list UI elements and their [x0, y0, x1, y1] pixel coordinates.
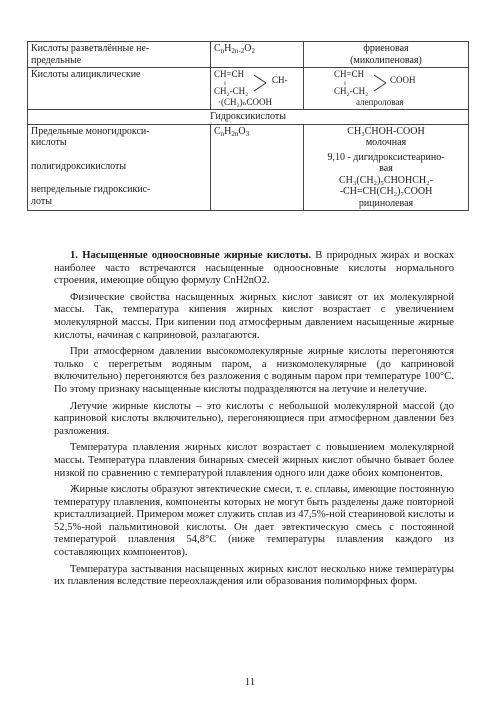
example-name: молочная	[365, 137, 407, 148]
struct-bond: ı	[344, 79, 346, 87]
paragraph: Физические свойства насыщенных жирных кислот зависят от их молекулярной массы. Так, температура кипения жирных кислот возрастает с увеличением молекулярной массы. При кипении под атмосферным давлением насыщенные жирные кислоты, начиная с каприновой, разлагаются.	[54, 291, 454, 341]
section-header: Гидроксикислоты	[28, 110, 469, 125]
paragraph: При атмосферном давлении высокомолекулярные жирные кислоты перегоняются только с перегретым водяным паром, а низкомолекулярные (до каприновой включительно) перегоняются без разложения с водяным паром при температуре 100°С. По этому признаку насыщенные кислоты подразделяются на летучие и нелетучие.	[54, 346, 454, 395]
struct-ch: CH-	[272, 75, 288, 85]
paragraph-text: В природных жирах и восках наиболее часто встречаются насыщенные одноосновные кислоты нормального строения, имеющие общую формулу CnH2nO2.	[54, 250, 454, 287]
alicyclic-structure-left	[211, 68, 304, 110]
body-text	[54, 250, 454, 593]
hydroxy-name: непредельные гидроксикис- лоты	[31, 184, 151, 207]
section-heading: 1. Насыщенные одноосновные жирные кислоты.	[70, 250, 311, 261]
struct-line: ·(CH₂)ₙCOOH	[218, 97, 273, 107]
table-cell-formula: $C_nH_{2n-2}O_2$	[211, 42, 304, 68]
example-name: 9,10 - дигидроксистеарино- вая	[327, 151, 445, 174]
example-formula: CH₃CHOH-COOH	[347, 125, 425, 137]
paragraph: Температура плавления жирных кислот возрастает с повышением молекулярной массы. Температура плавления бинарных смесей жирных кислот обычно бывает более низкой по сравнению с температурой плавления одного или даже обоих компонентов.	[54, 442, 454, 479]
struct-bond: ı	[224, 79, 226, 87]
struct-line: CH=CH	[334, 69, 365, 79]
struct-line: CH₂-CH₂	[334, 86, 369, 96]
table-cell-formula: $C_nH_{2n}O_3$	[211, 124, 304, 211]
table-cell-name	[28, 124, 211, 211]
page-number: 11	[244, 676, 256, 688]
table-cell-name: Кислоты алициклические	[28, 68, 211, 110]
paragraph	[54, 250, 454, 288]
table-row	[28, 124, 469, 211]
hydroxy-name: Предельные моногидрокси- кислоты	[31, 125, 150, 148]
table-cell-name: Кислоты разветвлённые не- предельные	[28, 42, 211, 68]
struct-cooh: COOH	[390, 75, 416, 85]
struct-line: CH₂-CH₂	[214, 86, 249, 96]
table-row	[28, 42, 469, 68]
example-name: рицинолевая	[358, 197, 414, 209]
paragraph: Температура застывания насыщенных жирных кислот несколько ниже температуры их плавления вследствие переохлаждения или образования полиморфных форм.	[54, 563, 454, 588]
struct-label: алепроловая	[356, 97, 404, 107]
table-cell-example: фриеновая (миколипеновая)	[304, 42, 469, 68]
fatty-acids-table	[27, 41, 469, 211]
table-cell-example	[304, 124, 469, 211]
hydroxy-name: полигидроксикислоты	[31, 160, 127, 172]
table-row	[28, 110, 469, 125]
table-row	[28, 68, 469, 110]
example-formula: CH₃(CH₂)₅CHOHCH₂- -CH=CH(CH₂)₇COOH	[339, 174, 433, 197]
alicyclic-structure-right	[304, 68, 469, 110]
struct-line: CH=CH	[214, 69, 245, 79]
paragraph: Жирные кислоты образуют эвтектические смеси, т. е. сплавы, имеющие постоянную температуру плавления, компоненты которых не могут быть разделены даже повторной кристаллизацией. Примером может служить сплав из 47,5%-ной стеариновой кислоты и 52,5%-ной пальмитиновой кислоты. Он дает эвтектическую смесь с постоянной температурой плавления 54,8°С (ниже температуры плавления каждого из составляющих компонентов).	[54, 484, 454, 559]
paragraph: Летучие жирные кислоты – это кислоты с небольшой молекулярной массой (до каприновой кислоты включительно), перегоняющиеся при атмосферном давлении без разложения.	[54, 400, 454, 437]
